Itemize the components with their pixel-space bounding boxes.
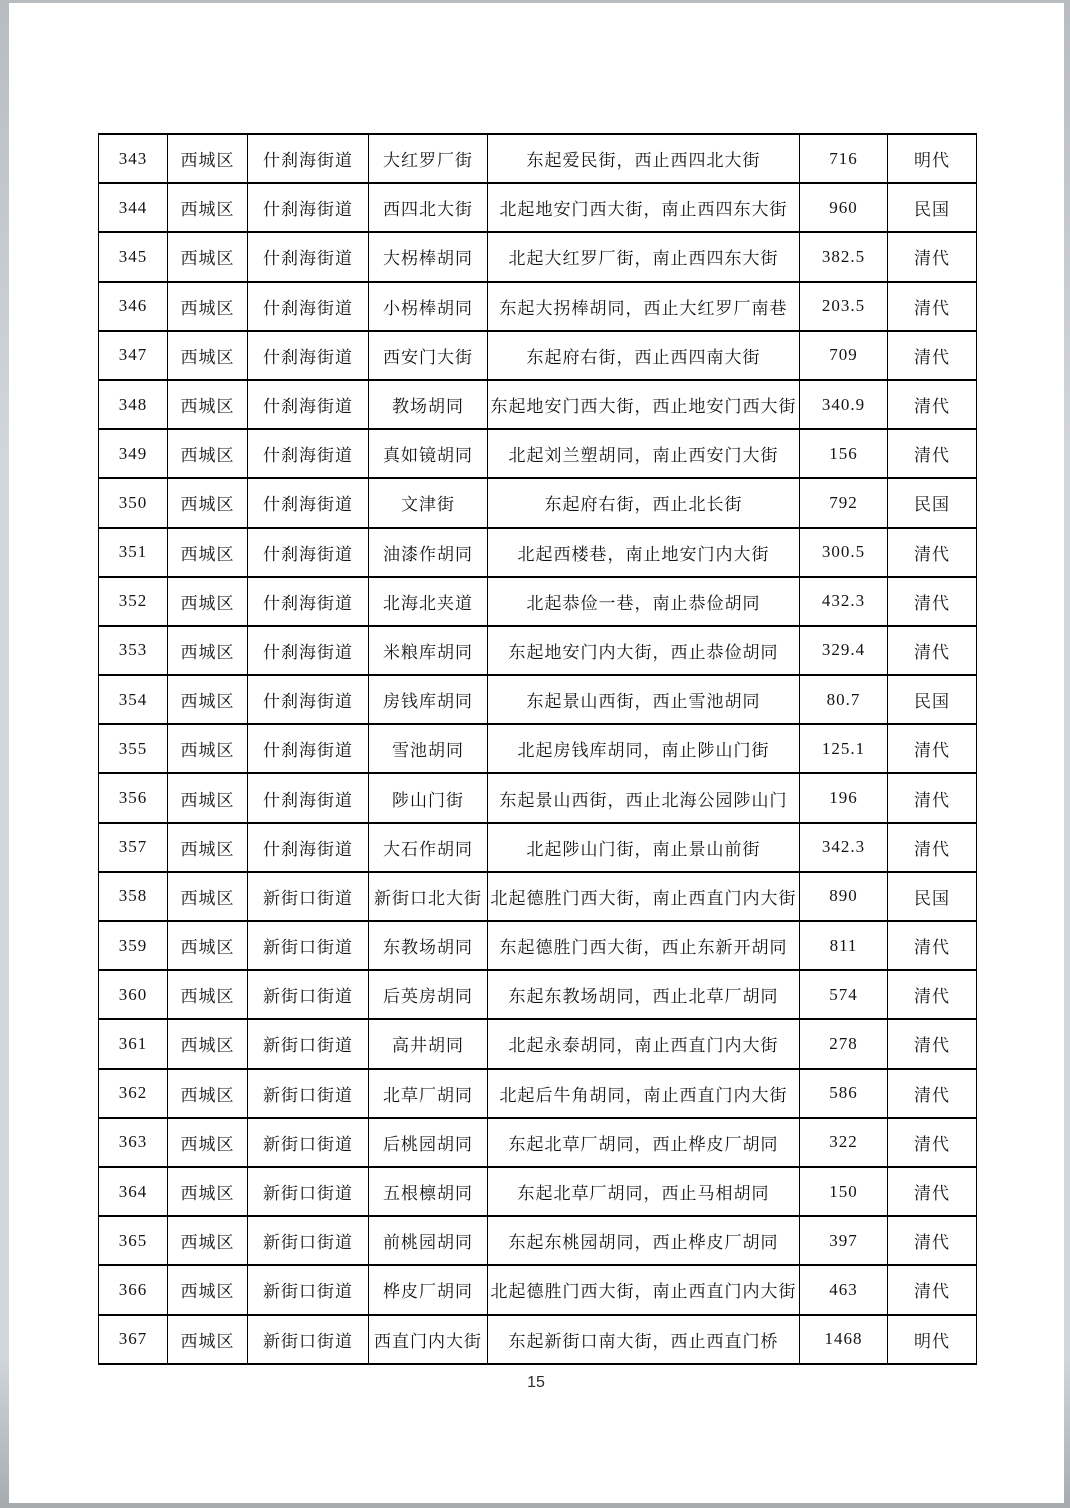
cell-district: 西城区: [168, 134, 248, 183]
cell-era: 清代: [888, 380, 977, 429]
cell-extent: 东起新街口南大街，西止西直门桥: [488, 1315, 800, 1364]
cell-seq: 346: [99, 282, 168, 331]
table-row: [99, 134, 977, 183]
cell-seq: 355: [99, 724, 168, 773]
cell-extent: 东起府右街，西止北长街: [488, 478, 800, 527]
table-row: [99, 1265, 977, 1314]
cell-era: 清代: [888, 528, 977, 577]
cell-extent: 东起北草厂胡同，西止马相胡同: [488, 1167, 800, 1216]
cell-subdistrict: 什刹海街道: [248, 478, 369, 527]
cell-district: 西城区: [168, 478, 248, 527]
cell-seq: 361: [99, 1019, 168, 1068]
cell-seq: 363: [99, 1118, 168, 1167]
cell-street-name: 后桃园胡同: [369, 1118, 488, 1167]
cell-district: 西城区: [168, 1315, 248, 1364]
cell-street-name: 大石作胡同: [369, 823, 488, 872]
cell-length: 397: [800, 1216, 888, 1265]
cell-extent: 东起景山西街，西止雪池胡同: [488, 675, 800, 724]
cell-subdistrict: 新街口街道: [248, 970, 369, 1019]
cell-street-name: 房钱库胡同: [369, 675, 488, 724]
cell-subdistrict: 什刹海街道: [248, 232, 369, 281]
street-table-body: [99, 134, 977, 1364]
cell-length: 203.5: [800, 282, 888, 331]
cell-street-name: 北海北夹道: [369, 577, 488, 626]
cell-extent: 东起地安门西大街，西止地安门西大街: [488, 380, 800, 429]
cell-era: 清代: [888, 1216, 977, 1265]
cell-length: 322: [800, 1118, 888, 1167]
cell-district: 西城区: [168, 1265, 248, 1314]
cell-length: 382.5: [800, 232, 888, 281]
table-row: [99, 282, 977, 331]
cell-street-name: 后英房胡同: [369, 970, 488, 1019]
cell-subdistrict: 什刹海街道: [248, 675, 369, 724]
cell-extent: 东起北草厂胡同，西止桦皮厂胡同: [488, 1118, 800, 1167]
cell-street-name: 北草厂胡同: [369, 1069, 488, 1118]
cell-subdistrict: 什刹海街道: [248, 823, 369, 872]
cell-street-name: 高井胡同: [369, 1019, 488, 1068]
cell-extent: 北起刘兰塑胡同，南止西安门大街: [488, 429, 800, 478]
cell-subdistrict: 新街口街道: [248, 1118, 369, 1167]
cell-length: 586: [800, 1069, 888, 1118]
cell-extent: 北起大红罗厂街，南止西四东大街: [488, 232, 800, 281]
cell-era: 清代: [888, 773, 977, 822]
cell-length: 300.5: [800, 528, 888, 577]
cell-subdistrict: 什刹海街道: [248, 282, 369, 331]
cell-district: 西城区: [168, 380, 248, 429]
cell-extent: 东起德胜门西大街，西止东新开胡同: [488, 921, 800, 970]
cell-length: 342.3: [800, 823, 888, 872]
cell-seq: 354: [99, 675, 168, 724]
cell-district: 西城区: [168, 773, 248, 822]
cell-era: 清代: [888, 970, 977, 1019]
cell-subdistrict: 新街口街道: [248, 1315, 369, 1364]
cell-district: 西城区: [168, 1216, 248, 1265]
table-row: [99, 1069, 977, 1118]
cell-district: 西城区: [168, 1167, 248, 1216]
cell-extent: 北起地安门西大街，南止西四东大街: [488, 183, 800, 232]
cell-district: 西城区: [168, 577, 248, 626]
cell-extent: 北起陟山门街，南止景山前街: [488, 823, 800, 872]
cell-era: 清代: [888, 1167, 977, 1216]
cell-length: 196: [800, 773, 888, 822]
cell-subdistrict: 新街口街道: [248, 1265, 369, 1314]
cell-seq: 343: [99, 134, 168, 183]
cell-era: 清代: [888, 921, 977, 970]
cell-seq: 357: [99, 823, 168, 872]
cell-era: 清代: [888, 1069, 977, 1118]
cell-subdistrict: 新街口街道: [248, 1019, 369, 1068]
table-row: [99, 1019, 977, 1068]
cell-street-name: 新街口北大街: [369, 872, 488, 921]
cell-subdistrict: 新街口街道: [248, 1069, 369, 1118]
cell-street-name: 真如镜胡同: [369, 429, 488, 478]
cell-extent: 东起爱民街，西止西四北大街: [488, 134, 800, 183]
cell-street-name: 文津街: [369, 478, 488, 527]
street-table: [98, 133, 977, 1365]
cell-street-name: 东教场胡同: [369, 921, 488, 970]
cell-length: 329.4: [800, 626, 888, 675]
cell-street-name: 陟山门街: [369, 773, 488, 822]
cell-length: 709: [800, 331, 888, 380]
cell-street-name: 雪池胡同: [369, 724, 488, 773]
cell-subdistrict: 新街口街道: [248, 1216, 369, 1265]
cell-subdistrict: 什刹海街道: [248, 331, 369, 380]
cell-street-name: 教场胡同: [369, 380, 488, 429]
table-row: [99, 380, 977, 429]
cell-district: 西城区: [168, 921, 248, 970]
cell-length: 150: [800, 1167, 888, 1216]
cell-era: 清代: [888, 724, 977, 773]
cell-seq: 367: [99, 1315, 168, 1364]
cell-subdistrict: 什刹海街道: [248, 183, 369, 232]
cell-street-name: 大柺棒胡同: [369, 232, 488, 281]
cell-seq: 350: [99, 478, 168, 527]
cell-extent: 北起西楼巷，南止地安门内大街: [488, 528, 800, 577]
cell-era: 清代: [888, 577, 977, 626]
cell-extent: 北起德胜门西大街，南止西直门内大街: [488, 872, 800, 921]
cell-era: 清代: [888, 626, 977, 675]
cell-extent: 东起大拐棒胡同，西止大红罗厂南巷: [488, 282, 800, 331]
cell-extent: 北起德胜门西大街，南止西直门内大街: [488, 1265, 800, 1314]
table-row: [99, 1315, 977, 1364]
cell-subdistrict: 什刹海街道: [248, 626, 369, 675]
table-row: [99, 675, 977, 724]
cell-street-name: 油漆作胡同: [369, 528, 488, 577]
table-row: [99, 1216, 977, 1265]
table-row: [99, 232, 977, 281]
cell-district: 西城区: [168, 232, 248, 281]
cell-extent: 东起东教场胡同，西止北草厂胡同: [488, 970, 800, 1019]
cell-district: 西城区: [168, 429, 248, 478]
cell-seq: 360: [99, 970, 168, 1019]
cell-era: 清代: [888, 1118, 977, 1167]
cell-era: 明代: [888, 1315, 977, 1364]
cell-seq: 348: [99, 380, 168, 429]
cell-extent: 北起恭俭一巷，南止恭俭胡同: [488, 577, 800, 626]
cell-length: 125.1: [800, 724, 888, 773]
table-row: [99, 478, 977, 527]
cell-length: 1468: [800, 1315, 888, 1364]
cell-seq: 351: [99, 528, 168, 577]
table-row: [99, 577, 977, 626]
cell-extent: 东起景山西街，西止北海公园陟山门: [488, 773, 800, 822]
table-row: [99, 183, 977, 232]
table-row: [99, 429, 977, 478]
cell-seq: 366: [99, 1265, 168, 1314]
cell-era: 清代: [888, 232, 977, 281]
cell-street-name: 桦皮厂胡同: [369, 1265, 488, 1314]
cell-street-name: 前桃园胡同: [369, 1216, 488, 1265]
cell-street-name: 西四北大街: [369, 183, 488, 232]
cell-seq: 356: [99, 773, 168, 822]
cell-extent: 北起后牛角胡同，南止西直门内大街: [488, 1069, 800, 1118]
cell-district: 西城区: [168, 1069, 248, 1118]
cell-length: 463: [800, 1265, 888, 1314]
cell-extent: 北起房钱库胡同，南止陟山门街: [488, 724, 800, 773]
cell-seq: 352: [99, 577, 168, 626]
cell-extent: 东起东桃园胡同，西止桦皮厂胡同: [488, 1216, 800, 1265]
cell-seq: 365: [99, 1216, 168, 1265]
cell-seq: 344: [99, 183, 168, 232]
cell-seq: 345: [99, 232, 168, 281]
cell-subdistrict: 什刹海街道: [248, 380, 369, 429]
cell-district: 西城区: [168, 331, 248, 380]
cell-era: 民国: [888, 872, 977, 921]
table-row: [99, 528, 977, 577]
cell-length: 574: [800, 970, 888, 1019]
cell-district: 西城区: [168, 675, 248, 724]
cell-district: 西城区: [168, 528, 248, 577]
cell-length: 80.7: [800, 675, 888, 724]
cell-district: 西城区: [168, 970, 248, 1019]
cell-era: 民国: [888, 183, 977, 232]
cell-length: 890: [800, 872, 888, 921]
table-row: [99, 773, 977, 822]
cell-era: 民国: [888, 675, 977, 724]
cell-seq: 353: [99, 626, 168, 675]
table-row: [99, 1118, 977, 1167]
cell-subdistrict: 新街口街道: [248, 872, 369, 921]
cell-district: 西城区: [168, 823, 248, 872]
cell-subdistrict: 新街口街道: [248, 1167, 369, 1216]
cell-street-name: 西安门大街: [369, 331, 488, 380]
document-page: [9, 3, 1064, 1503]
cell-seq: 362: [99, 1069, 168, 1118]
table-row: [99, 626, 977, 675]
cell-street-name: 小柺棒胡同: [369, 282, 488, 331]
cell-subdistrict: 新街口街道: [248, 921, 369, 970]
cell-subdistrict: 什刹海街道: [248, 134, 369, 183]
cell-era: 清代: [888, 282, 977, 331]
cell-street-name: 西直门内大街: [369, 1315, 488, 1364]
cell-district: 西城区: [168, 183, 248, 232]
table-row: [99, 921, 977, 970]
cell-subdistrict: 什刹海街道: [248, 773, 369, 822]
cell-era: 明代: [888, 134, 977, 183]
table-row: [99, 970, 977, 1019]
cell-extent: 北起永泰胡同，南止西直门内大街: [488, 1019, 800, 1068]
cell-era: 清代: [888, 331, 977, 380]
cell-length: 432.3: [800, 577, 888, 626]
table-row: [99, 872, 977, 921]
cell-street-name: 大红罗厂街: [369, 134, 488, 183]
cell-street-name: 米粮库胡同: [369, 626, 488, 675]
cell-era: 民国: [888, 478, 977, 527]
cell-street-name: 五根檩胡同: [369, 1167, 488, 1216]
cell-subdistrict: 什刹海街道: [248, 528, 369, 577]
cell-subdistrict: 什刹海街道: [248, 724, 369, 773]
cell-seq: 349: [99, 429, 168, 478]
cell-length: 792: [800, 478, 888, 527]
table-row: [99, 1167, 977, 1216]
cell-district: 西城区: [168, 626, 248, 675]
cell-length: 156: [800, 429, 888, 478]
cell-era: 清代: [888, 1265, 977, 1314]
table-row: [99, 724, 977, 773]
cell-subdistrict: 什刹海街道: [248, 429, 369, 478]
cell-length: 811: [800, 921, 888, 970]
table-row: [99, 331, 977, 380]
cell-length: 960: [800, 183, 888, 232]
cell-seq: 364: [99, 1167, 168, 1216]
table-row: [99, 823, 977, 872]
cell-era: 清代: [888, 429, 977, 478]
cell-extent: 东起府右街，西止西四南大街: [488, 331, 800, 380]
page-number: 15: [527, 1374, 545, 1391]
cell-era: 清代: [888, 823, 977, 872]
cell-length: 278: [800, 1019, 888, 1068]
cell-seq: 358: [99, 872, 168, 921]
cell-district: 西城区: [168, 282, 248, 331]
cell-district: 西城区: [168, 1019, 248, 1068]
cell-district: 西城区: [168, 724, 248, 773]
cell-era: 清代: [888, 1019, 977, 1068]
cell-district: 西城区: [168, 1118, 248, 1167]
cell-seq: 359: [99, 921, 168, 970]
cell-subdistrict: 什刹海街道: [248, 577, 369, 626]
cell-seq: 347: [99, 331, 168, 380]
cell-district: 西城区: [168, 872, 248, 921]
cell-length: 716: [800, 134, 888, 183]
cell-length: 340.9: [800, 380, 888, 429]
cell-extent: 东起地安门内大街，西止恭俭胡同: [488, 626, 800, 675]
